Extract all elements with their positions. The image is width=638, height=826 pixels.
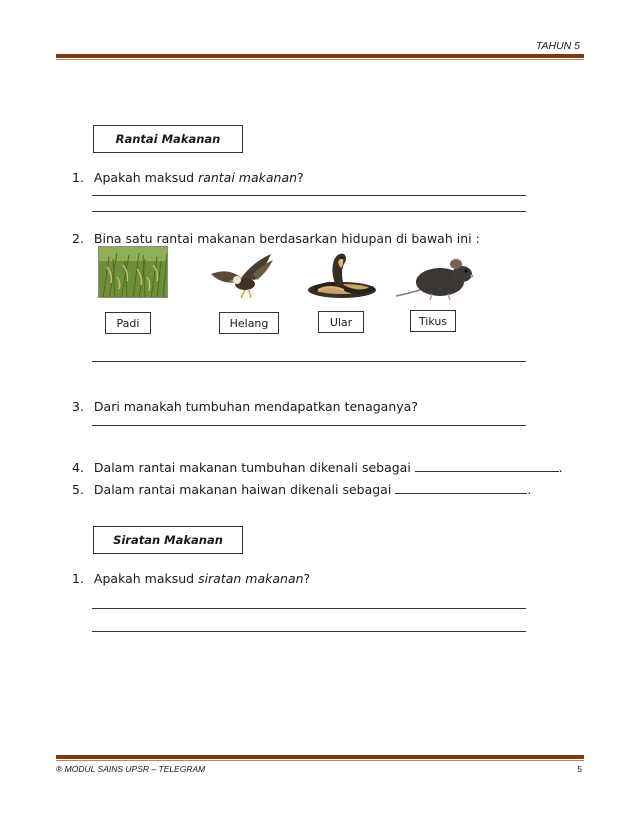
question-text: Dari manakah tumbuhan mendapatkan tenaganya? bbox=[93, 399, 418, 414]
section-title-siratan-makanan: Siratan Makanan bbox=[93, 526, 243, 554]
question-2 bbox=[72, 231, 480, 246]
question-siratan-1 bbox=[72, 571, 310, 586]
fill-blank[interactable] bbox=[395, 481, 527, 494]
fill-blank[interactable] bbox=[415, 459, 559, 472]
footer-text: ® MODUL SAINS UPSR – TELEGRAM bbox=[56, 764, 206, 774]
label-box-padi: Padi bbox=[105, 312, 151, 334]
question-end: . bbox=[527, 482, 532, 497]
question-end: ? bbox=[303, 571, 311, 586]
footer-rule bbox=[56, 755, 584, 759]
page-number: 5 bbox=[577, 764, 582, 774]
label-box-tikus: Tikus bbox=[410, 310, 456, 332]
question-1 bbox=[72, 170, 304, 185]
header-label: TAHUN 5 bbox=[535, 40, 580, 52]
question-number: 1. bbox=[72, 571, 84, 586]
question-italic-term: rantai makanan bbox=[198, 170, 298, 185]
rice-plant-photo bbox=[98, 246, 168, 298]
label-box-helang: Helang bbox=[219, 312, 279, 334]
cobra-photo bbox=[300, 250, 380, 302]
question-end: . bbox=[558, 460, 563, 475]
answer-line[interactable] bbox=[92, 195, 526, 196]
question-5 bbox=[72, 481, 531, 497]
question-number: 3. bbox=[72, 399, 84, 414]
header-rule-thin bbox=[56, 59, 584, 60]
question-number: 4. bbox=[72, 460, 84, 475]
rat-photo bbox=[392, 250, 484, 304]
question-italic-term: siratan makanan bbox=[198, 571, 304, 586]
footer-rule-thin bbox=[56, 760, 584, 761]
answer-line[interactable] bbox=[92, 608, 526, 609]
question-text: Dalam rantai makanan tumbuhan dikenali sebagai bbox=[93, 460, 411, 475]
question-text: Apakah maksud bbox=[93, 571, 199, 586]
question-number: 1. bbox=[72, 170, 84, 185]
answer-line[interactable] bbox=[92, 361, 526, 362]
header-rule bbox=[56, 54, 584, 58]
question-text: Dalam rantai makanan haiwan dikenali sebagai bbox=[93, 482, 392, 497]
question-number: 5. bbox=[72, 482, 84, 497]
answer-line[interactable] bbox=[92, 631, 526, 632]
answer-line[interactable] bbox=[92, 425, 526, 426]
label-box-ular: Ular bbox=[318, 311, 364, 333]
question-4 bbox=[72, 459, 563, 475]
section-title-rantai-makanan: Rantai Makanan bbox=[93, 125, 243, 153]
question-3 bbox=[72, 399, 418, 414]
question-number: 2. bbox=[72, 231, 84, 246]
eagle-photo bbox=[207, 250, 277, 302]
question-end: ? bbox=[297, 170, 304, 185]
question-text: Apakah maksud bbox=[93, 170, 199, 185]
answer-line[interactable] bbox=[92, 211, 526, 212]
question-text: Bina satu rantai makanan berdasarkan hidupan di bawah ini : bbox=[93, 231, 480, 246]
